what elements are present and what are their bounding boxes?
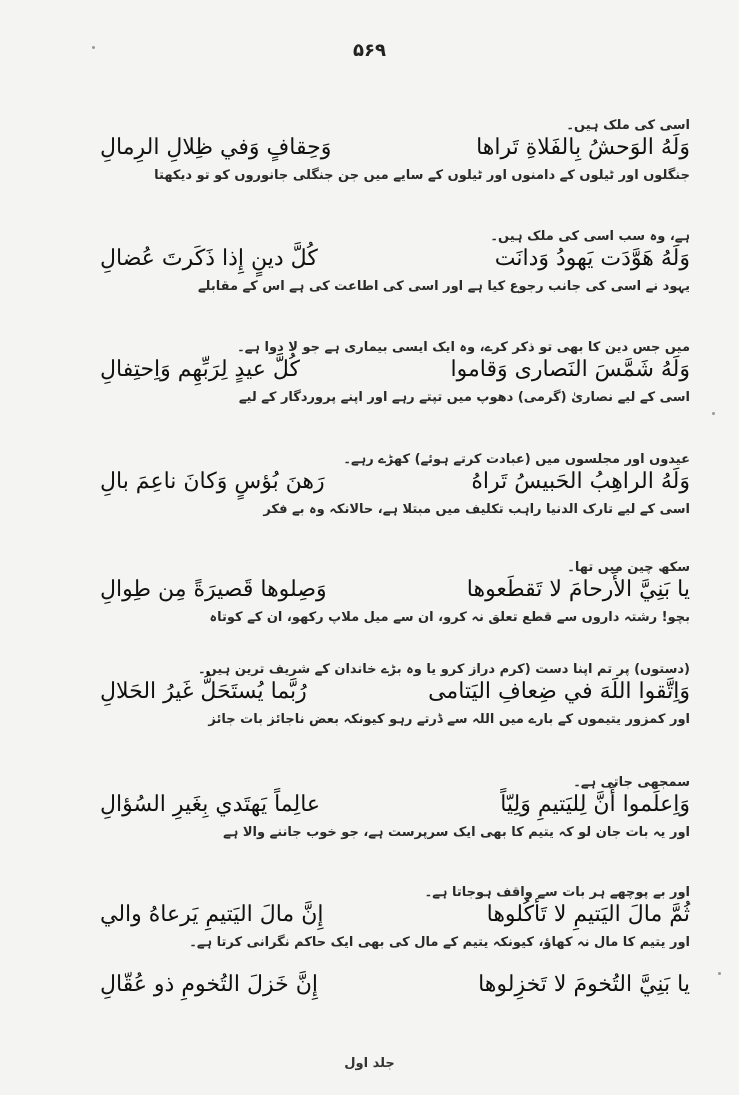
verse-second-hemistich: إِنَّ خَزلَ التُخومِ ذو عُقّالِ — [100, 972, 318, 997]
urdu-translation: اور یہ بات جان لو کہ یتیم کا بھی ایک سرپرست ہے، جو خوب جاننے والا ہے — [223, 825, 690, 840]
verse-first-hemistich: وَلَهُ الوَحشُ بِالفَلاةِ تَراها — [476, 135, 690, 160]
arabic-verse — [100, 357, 690, 382]
arabic-verse — [100, 792, 690, 817]
verse-second-hemistich: عالِماً يَهتَدي بِغَيرِ السُؤالِ — [100, 792, 321, 817]
poem-entry — [100, 885, 690, 950]
context-line: سمجھی جاتی ہے۔ — [573, 775, 690, 790]
arabic-verse — [100, 679, 690, 704]
urdu-translation: اور یتیم کا مال نہ کھاؤ، کیونکہ یتیم کے مال کی بھی ایک حاکم نگرانی کرتا ہے۔ — [189, 935, 690, 950]
scan-speck — [718, 972, 721, 975]
poem-entry — [100, 118, 690, 183]
verse-second-hemistich: وَصِلوها قَصيرَةً مِن طِوالِ — [100, 577, 327, 602]
scan-speck — [712, 412, 715, 415]
arabic-verse — [100, 135, 690, 160]
verse-first-hemistich: وَاِتَّقوا اللَهَ في ضِعافِ اليَتامى — [428, 679, 690, 704]
verse-first-hemistich: وَلَهُ هَوَّدَت يَهودُ وَدانَت — [494, 246, 690, 271]
urdu-translation: بچو! رشتہ داروں سے قطع تعلق نہ کرو، ان سے میل ملاپ رکھو، ان کے کوتاہ — [209, 610, 690, 625]
context-line: اسی کی ملک ہیں۔ — [566, 118, 690, 133]
verse-second-hemistich: كُلَّ عيدٍ لِرَبِّهِم وَاِحتِفالِ — [100, 357, 300, 382]
urdu-translation: اسی کے لیے نصاریٰ (گرمی) دھوپ میں تپتے رہے اور اپنے پروردگار کے لیے — [238, 390, 690, 405]
verse-first-hemistich: وَلَهُ شَمَّسَ النَصارى وَقاموا — [450, 357, 690, 382]
poem-entry — [100, 775, 690, 840]
poem-entry — [100, 229, 690, 294]
verse-first-hemistich: يا بَنِيَّ الأَرحامَ لا تَقطَعوها — [466, 577, 690, 602]
verse-second-hemistich: رُبَّما يُستَحَلُّ غَيرُ الحَلالِ — [100, 679, 307, 704]
context-line: ہے، وہ سب اسی کی ملک ہیں۔ — [490, 229, 690, 244]
context-line: عیدوں اور مجلسوں میں (عبادت کرتے ہوئے) کھڑے رہے۔ — [343, 452, 690, 467]
context-line: اور بے پوچھے ہر بات سے واقف ہوجاتا ہے۔ — [424, 885, 690, 900]
verse-second-hemistich: كُلَّ دينٍ إِذا ذَكَرتَ عُضالِ — [100, 246, 318, 271]
verse-first-hemistich: وَاِعلَموا أَنَّ لِليَتيمِ وَلِيّاً — [500, 792, 690, 817]
poem-entry — [100, 560, 690, 625]
context-line: (دستوں) پر تم اپنا دست (کرم دراز کرو یا وہ بڑے خاندان کے شریف ترین ہیں۔ — [198, 662, 690, 677]
urdu-translation: اسی کے لیے تارک الدنیا راہب تکلیف میں مبتلا ہے، حالانکہ وہ بے فکر — [263, 502, 690, 517]
poem-entry — [100, 452, 690, 517]
arabic-verse — [100, 577, 690, 602]
context-line: سکھ چین میں تھا۔ — [567, 560, 690, 575]
verse-first-hemistich: يا بَنِيَّ التُخومَ لا تَخزِلوها — [478, 972, 690, 997]
context-line: میں جس دین کا بھی تو ذکر کرے، وہ ایک ایسی بیماری ہے جو لا دوا ہے۔ — [237, 340, 690, 355]
verse-second-hemistich: إِنَّ مالَ اليَتيمِ يَرعاهُ والي — [100, 902, 324, 927]
poem-entry — [100, 970, 690, 1005]
arabic-verse — [100, 902, 690, 927]
arabic-verse — [100, 972, 690, 997]
urdu-translation: جنگلوں اور ٹیلوں کے دامنوں اور ٹیلوں کے سایے میں جن جنگلی جانوروں کو تو دیکھتا — [154, 168, 690, 183]
verse-second-hemistich: رَهنَ بُؤسٍ وَكانَ ناعِمَ بالِ — [100, 469, 325, 494]
volume-label: جلد اول — [344, 1056, 395, 1071]
verse-first-hemistich: وَلَهُ الراهِبُ الحَبيسُ تَراهُ — [471, 469, 690, 494]
page-number: ۵۶۹ — [353, 40, 386, 61]
verse-first-hemistich: ثُمَّ مالَ اليَتيمِ لا تَأكُلوها — [486, 902, 690, 927]
poem-entry — [100, 340, 690, 405]
arabic-verse — [100, 246, 690, 271]
urdu-translation: یہود نے اسی کی جانب رجوع کیا ہے اور اسی کی اطاعت کی ہے اس کے مقابلے — [197, 279, 690, 294]
scan-speck — [92, 46, 95, 49]
urdu-translation: اور کمزور یتیموں کے بارے میں اللہ سے ڈرتے رہو کیونکہ بعض ناجائز بات جائز — [208, 712, 690, 727]
poem-entry — [100, 662, 690, 727]
verse-second-hemistich: وَحِقافٍ وَفي ظِلالِ الرِمالِ — [100, 135, 332, 160]
arabic-verse — [100, 469, 690, 494]
